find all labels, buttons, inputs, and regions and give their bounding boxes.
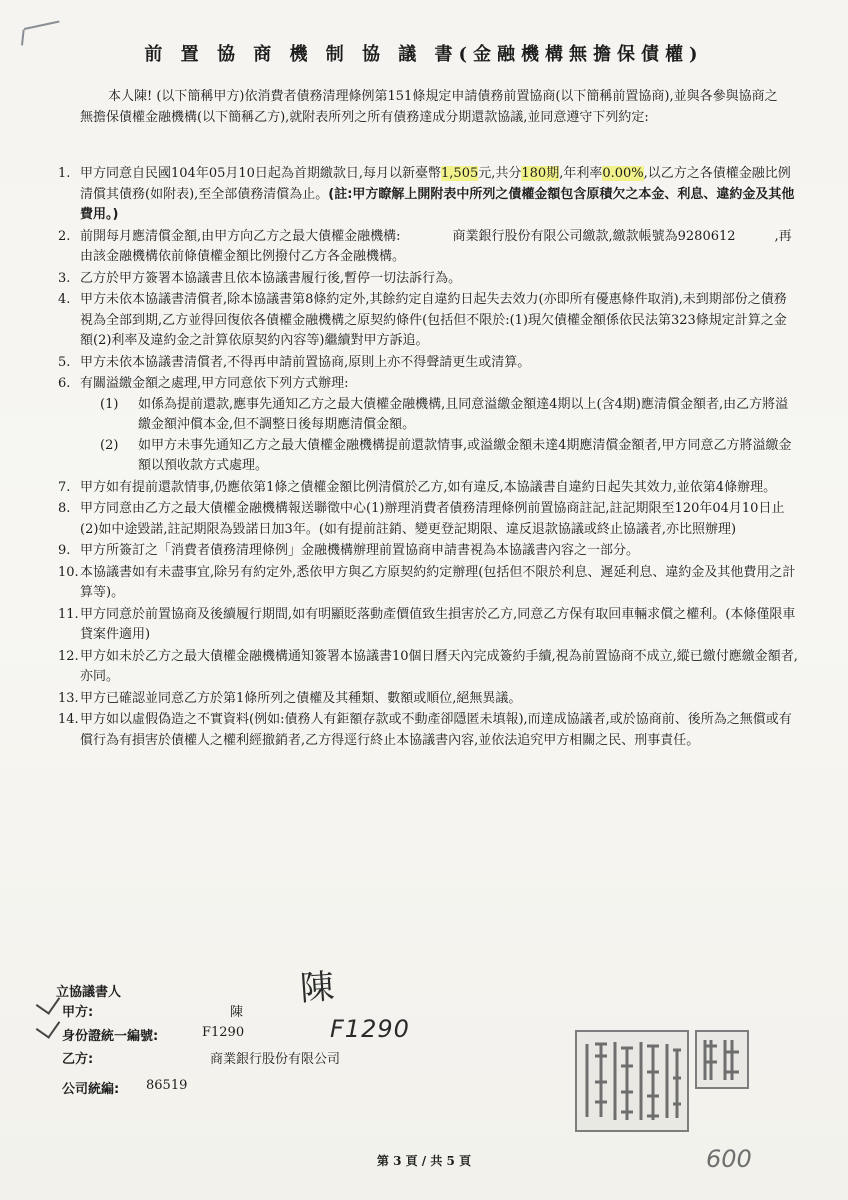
clause-7: [58, 478, 798, 499]
clause-number: 7.: [58, 479, 71, 495]
clause-text: [80, 710, 798, 751]
clause-text-part: 前開每月應清償金額,由甲方向乙方之最大債權金融機構: 商業銀行股份有限公司繳款,繳款帳號為9280612 ,再由該金融機構依前條債權金額比例撥付乙方各金融機構。: [80, 228, 792, 264]
clause-text-part: 甲方未依本協議書清償者,除本協議書第8條約定外,其餘約定自違約日起失去效力(亦即所有優惠條件取消),未到期部份之債務視為全部到期,乙方並得回復依各債權金融機構之原契約條件(包括但不限於:(1)現欠債權金額係依民法第323條規定計算之金額(2)利率及違約金之計算依原契約內容等)繼續對甲方訴追。: [80, 292, 787, 348]
clause-text-part: 乙方於甲方簽署本協議書且依本協議書履行後,暫停一切法訴行為。: [80, 270, 462, 286]
id-number-label: 身份證統一編號:: [62, 1029, 159, 1044]
party-b-label: 乙方:: [62, 1052, 94, 1067]
clause-text-part: 甲方如未於乙方之最大債權金融機構通知簽署本協議書10個日曆天內完成簽約手續,視為前置協商不成立,縱已繳付應繳金額者,亦同。: [80, 648, 798, 684]
clause-13: [58, 689, 798, 710]
clause-text-part: 甲方同意於前置協商及後續履行期間,如有明顯貶落動產價值致生損害於乙方,同意乙方保有取回車輛求償之權利。(本條僅限車貸案件適用): [80, 606, 796, 642]
clause-text: [80, 164, 798, 226]
clause-text-part: 元,共分: [478, 166, 522, 181]
clause-number: 1.: [58, 166, 71, 181]
clause-6: [58, 374, 798, 477]
clause-5: [58, 353, 798, 374]
clause-4: [58, 290, 798, 352]
clause-9: [58, 541, 798, 562]
party-a-name: 陳: [230, 1005, 244, 1020]
highlighted-value: 1,505: [441, 166, 479, 181]
clause-text: [80, 227, 798, 268]
clause-text-part: (註:甲方瞭解上開附表中所列之債權金額包含原積欠之本金、利息、違約金及其他費用。): [80, 186, 795, 222]
representative-seal-stamp: [695, 1030, 749, 1089]
sub-clause-text: 如係為提前還款,應事先通知乙方之最大債權金融機構,且同意溢繳金額達4期以上(含4期)應清償金額者,由乙方將溢繳金額沖償本金,但不調整日後每期應清償金額。: [138, 396, 789, 432]
clause-8: [58, 499, 798, 540]
clause-number: 5.: [58, 354, 71, 370]
pencil-note: 600: [706, 1145, 752, 1173]
clause-text-part: 甲方同意由乙方之最大債權金融機構報送聯徵中心(1)辦理消費者債務清理條例前置協商註記,註記期限至120年04月10日止(2)如中途毀諾,註記期限為毀諾日加3年。(如有提前註銷、變更登記期限、違反退款協議或終止協議者,亦比照辦理): [80, 501, 785, 537]
document-title: 前 置 協 商 機 制 協 議 書(金融機構無擔保債權): [144, 44, 704, 65]
clause-text-part: 甲方未依本協議書清償者,不得再申請前置協商,原則上亦不得聲請更生或清算。: [80, 354, 531, 370]
sub-clause: [100, 395, 798, 436]
check-mark-2: [36, 1013, 61, 1039]
clause-number: 9.: [58, 543, 71, 558]
small-seal-texture: [697, 1032, 747, 1087]
company-id-label: 公司統編:: [62, 1082, 120, 1097]
clause-2: [58, 227, 798, 268]
clause-text-part: 有關溢繳金額之處理,甲方同意依下列方式辦理:: [80, 376, 349, 391]
clause-number: 13.: [58, 690, 79, 706]
clause-text-part: ,以乙方之各債權金融比例清償其債務(如附表),至全部債務清償為止。: [80, 166, 791, 202]
page-footer: 第 3 頁 / 共 5 頁: [376, 1154, 472, 1168]
id-number-value: F1290: [202, 1025, 245, 1040]
clause-number: 12.: [58, 648, 79, 664]
clause-number: 14.: [58, 712, 79, 727]
clause-text-part: 甲方如有提前還款情事,仍應依第1條之債權金額比例清償於乙方,如有違反,本協議書自違約日起失其效力,並依第4條辦理。: [80, 479, 777, 495]
clause-number: 2.: [58, 228, 71, 244]
clause-list: [58, 164, 798, 752]
clause-10: [58, 563, 798, 604]
clause-12: [58, 647, 798, 688]
clause-number: 10.: [58, 564, 79, 580]
clause-14: [58, 710, 798, 751]
party-a-label: 甲方:: [62, 1005, 94, 1020]
clause-text: [80, 563, 798, 604]
party-b-name: 商業銀行股份有限公司: [210, 1052, 341, 1067]
clause-number: 11.: [58, 606, 79, 622]
clause-text: [80, 605, 798, 646]
clause-text: [80, 689, 798, 710]
highlighted-value: 0.00%: [602, 166, 644, 181]
highlighted-value: 180期: [521, 166, 560, 181]
company-id-value: 86519: [146, 1078, 188, 1093]
clause-3: [58, 269, 798, 290]
clause-text-part: 甲方同意自民國104年05月10日起為首期繳款日,每月以新臺幣: [80, 166, 442, 181]
handwritten-signature: 陳: [298, 966, 336, 1010]
clause-number: 8.: [58, 501, 71, 516]
clause-text: [80, 499, 798, 540]
clause-text-part: 本協議書如有未盡事宜,除另有約定外,悉依甲方與乙方原契約約定辦理(包括但不限於利息、遲延利息、違約金及其他費用之計算等)。: [80, 564, 796, 600]
clause-text: [80, 647, 798, 688]
clause-text: [80, 541, 798, 562]
sub-clause-text: 如甲方未事先通知乙方之最大債權金融機構提前還款情事,或溢繳金額未達4期應清償金額者,甲方同意乙方將溢繳金額以預收款方式處理。: [138, 437, 792, 473]
clause-text-part: 甲方已確認並同意乙方於第1條所列之債權及其種類、數額或順位,絕無異議。: [80, 690, 522, 706]
handwritten-id: F1290: [330, 1015, 410, 1043]
intro-paragraph: 本人陳! (以下簡稱甲方)依消費者債務清理條例第151條規定申請債務前置協商(以下簡稱前置協商),並與各參與協商之無擔保債權金融機構(以下簡稱乙方),就附表所列之所有債務達成分期還款協議,並同意遵守下列約定:: [80, 89, 778, 125]
clause-text: [80, 269, 798, 290]
clause-text: [80, 374, 798, 477]
bank-seal-stamp: [575, 1030, 689, 1132]
clause-number: 3.: [58, 270, 71, 286]
signatory-heading: 立協議書人: [56, 985, 122, 1000]
clause-text: [80, 290, 798, 352]
clause-text: [80, 478, 798, 499]
sub-clause: [100, 436, 798, 477]
clause-text: [80, 353, 798, 374]
clause-text-part: 甲方所簽訂之「消費者債務清理條例」金融機構辦理前置協商申請書視為本協議書內容之一部分。: [80, 543, 640, 558]
clause-text-part: ,年利率: [559, 166, 603, 181]
sub-clause-number: (2): [100, 437, 119, 453]
clause-number: 6.: [58, 376, 71, 391]
clause-11: [58, 605, 798, 646]
seal-texture: [577, 1032, 687, 1130]
clause-text-part: 甲方如以虛假偽造之不實資料(例如:債務人有鉅額存款或不動產卻隱匿未填報),而達成協議者,或於協商前、後所為之無償或有償行為有損害於債權人之權利經撤銷者,乙方得逕行終止本協議書內容,並依法追究甲方相關之民、刑事責任。: [80, 712, 792, 748]
clause-number: 4.: [58, 292, 71, 307]
sub-clause-number: (1): [100, 396, 119, 412]
clause-1: [58, 164, 798, 226]
